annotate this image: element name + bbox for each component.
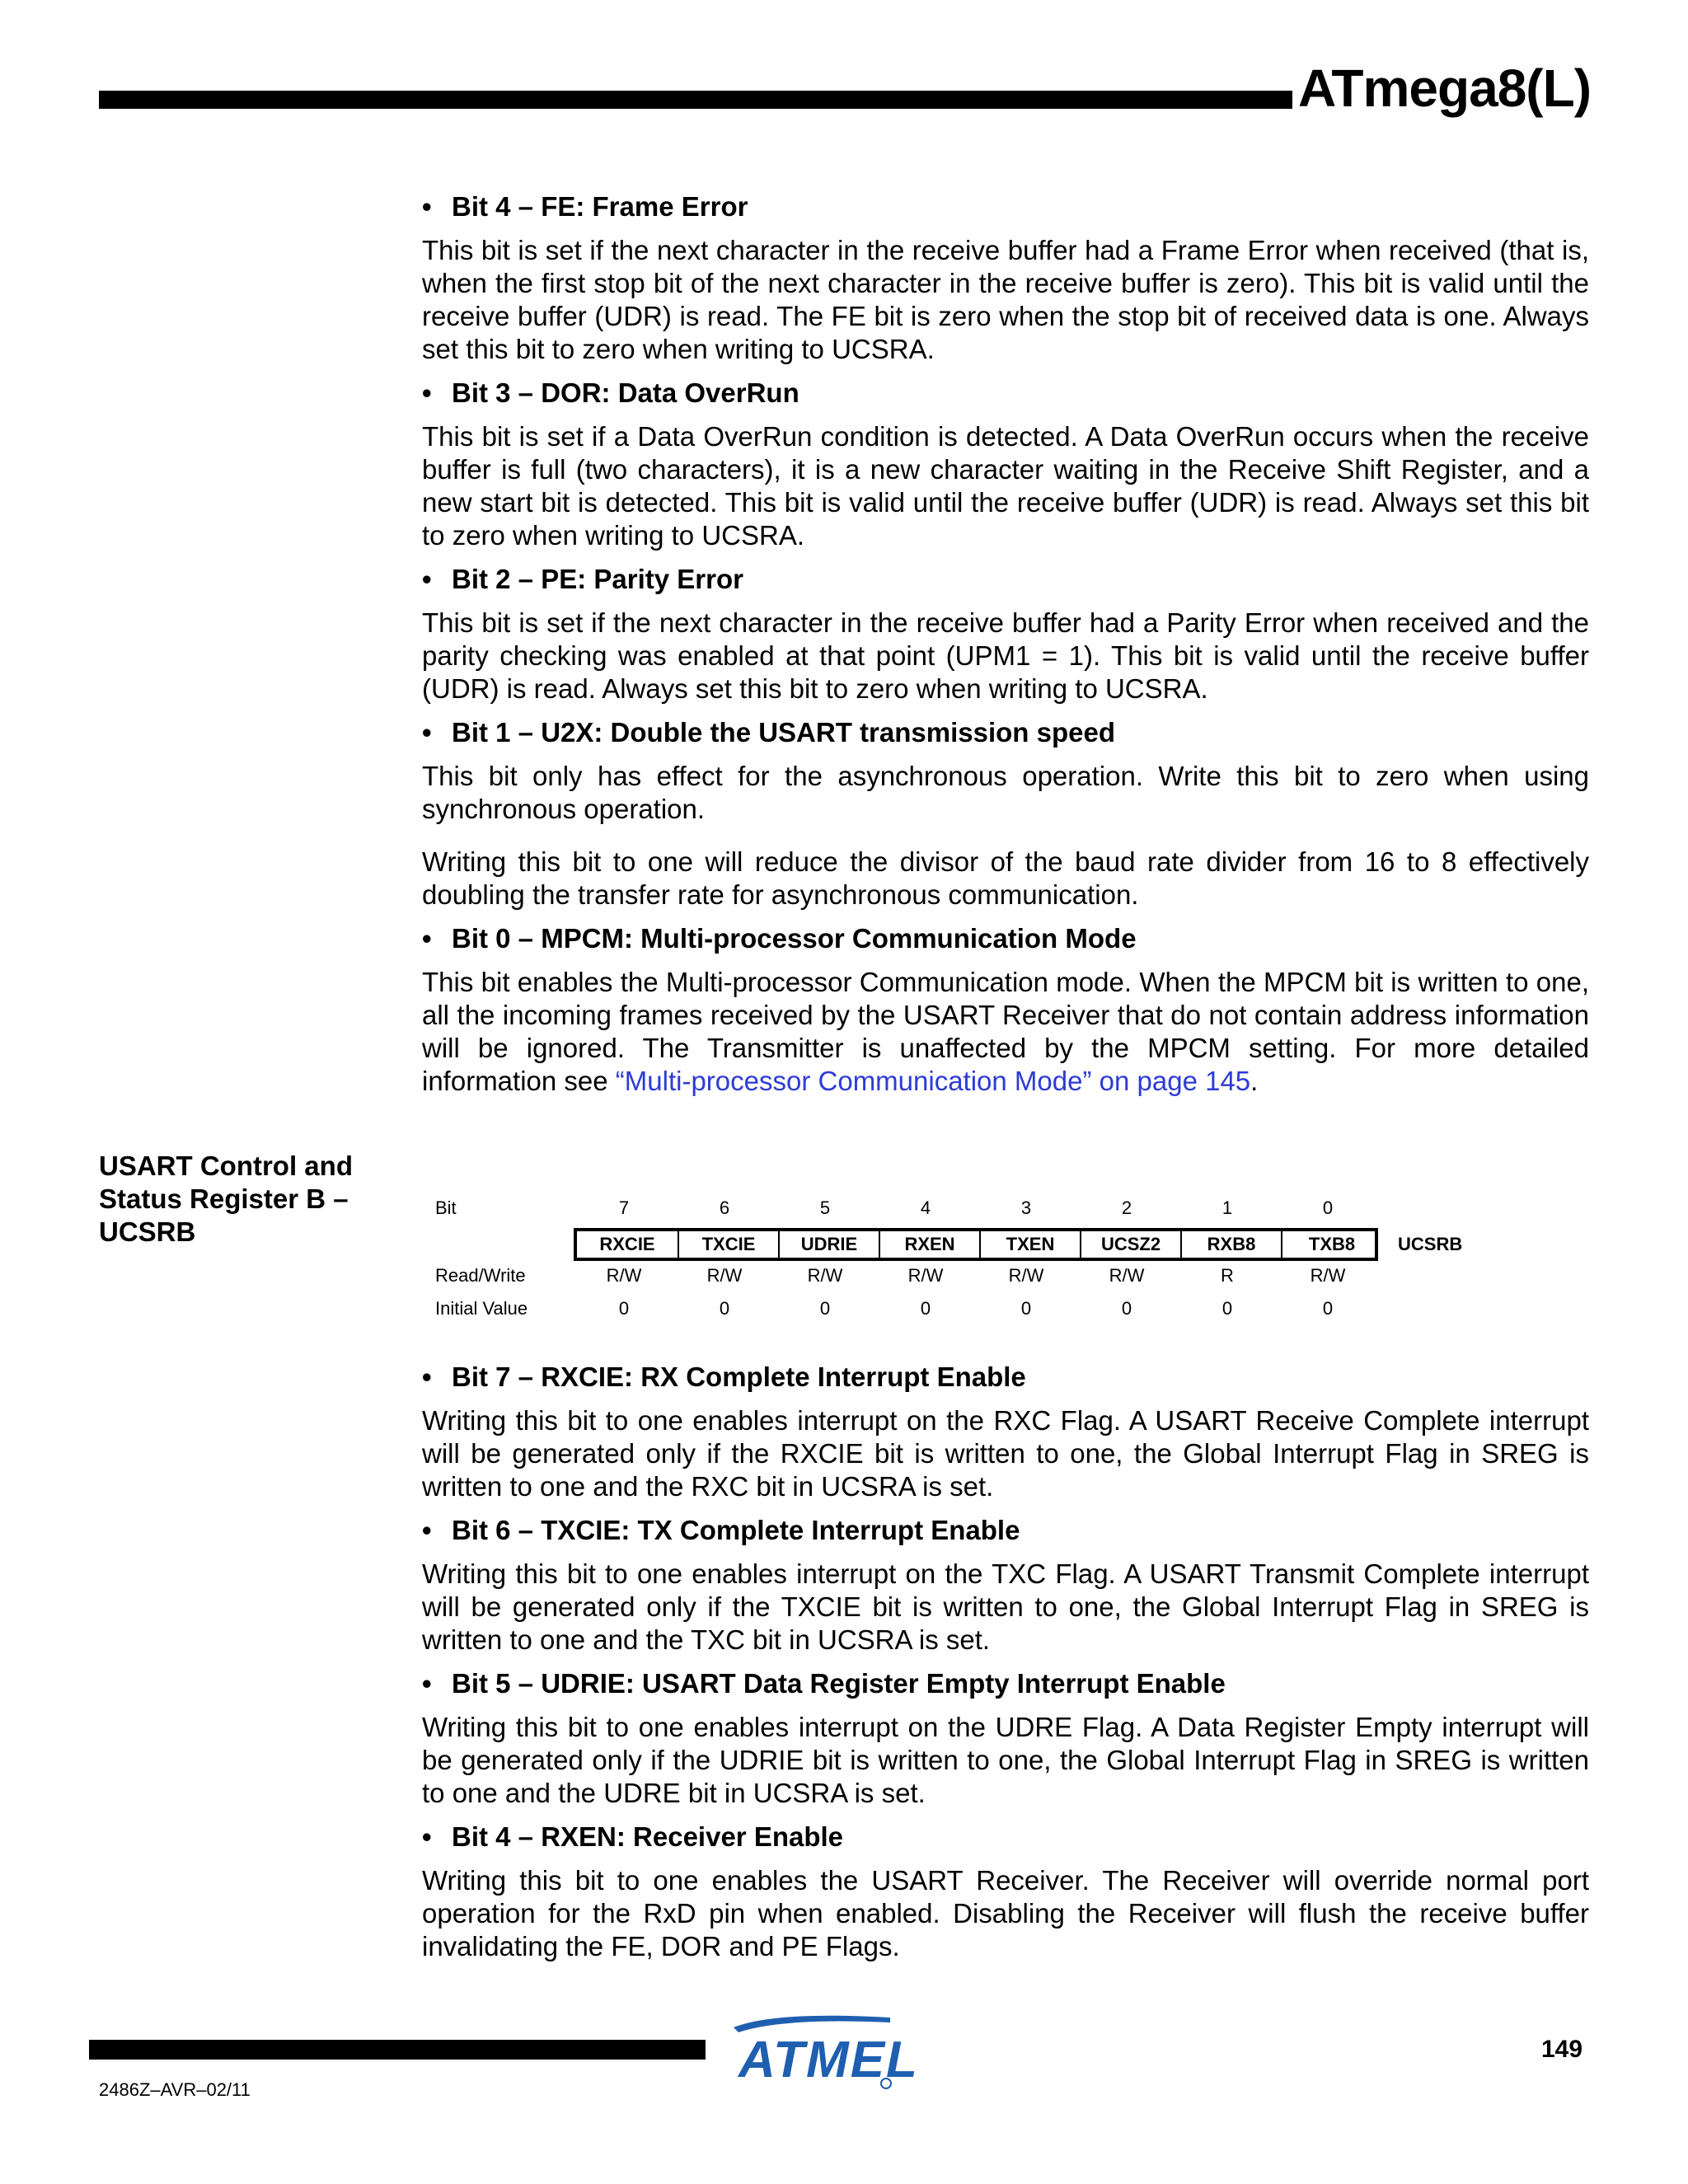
bit-name: TXB8 <box>1281 1231 1381 1258</box>
paragraph: This bit enables the Multi-processor Communication mode. When the MPCM bit is written to one, all the incoming frames received by the USART Receiver that do not contain address information will be ignored. The Transmitter is unaffected by the MPCM setting. For more detailed information see “Multi-processor Communication Mode” on page 145. <box>422 967 1589 1096</box>
section-pe <box>422 560 1589 705</box>
bit-number: 4 <box>920 1197 931 1218</box>
section-mpcm <box>422 920 1589 1098</box>
paragraph: This bit is set if the next character in the receive buffer had a Frame Error when received (that is, when the first stop bit of the next character in the receive buffer is zero). This bit is valid until the receive buffer (UDR) is read. The FE bit is zero when the stop bit of received data is one. Always set this bit to zero when writing to UCSRA. <box>422 235 1589 364</box>
rw-value: R/W <box>1310 1265 1346 1286</box>
main-content-top <box>422 188 1589 1106</box>
init-value: 0 <box>819 1298 831 1319</box>
rw-row <box>435 1261 1490 1291</box>
logo-text: ATMEL <box>738 2032 919 2088</box>
side-heading: USART Control and Status Register B – UCSRB <box>99 1151 353 1247</box>
paragraph: Writing this bit to one enables the USART Receiver. The Receiver will override normal port operation for the RxD pin when enabled. Disabling the Receiver will flush the receive buffer invalidating the FE, DOR and PE Flags. <box>422 1865 1589 1961</box>
bit-number: 7 <box>618 1197 630 1218</box>
section-rxcie <box>422 1358 1589 1503</box>
section-heading: • Bit 4 – RXEN: Receiver Enable <box>422 1821 844 1852</box>
paragraph: This bit is set if a Data OverRun condition is detected. A Data OverRun occurs when the receive buffer is full (two characters), it is a new character waiting in the Receive Shift Register, and a new start bit is detected. This bit is valid until the receive buffer (UDR) is read. Always set this bit to zero when writing to UCSRA. <box>422 421 1589 551</box>
rw-value: R <box>1221 1265 1234 1286</box>
paragraph: Writing this bit to one enables interrupt on the TXC Flag. A USART Transmit Complete interrupt will be generated only if the TXCIE bit is written to one, the Global Interrupt Flag in SREG is written to one and the TXC bit in UCSRA is set. <box>422 1558 1589 1655</box>
register-bitfield <box>574 1228 1378 1261</box>
bit-name: UDRIE <box>778 1231 879 1258</box>
section-udrie <box>422 1665 1589 1810</box>
init-value: 0 <box>719 1298 730 1319</box>
bit-label: Bit <box>435 1197 457 1218</box>
bit-number: 5 <box>819 1197 831 1218</box>
section-heading: • Bit 7 – RXCIE: RX Complete Interrupt Enable <box>422 1361 1026 1392</box>
register-name: UCSRB <box>1398 1234 1463 1254</box>
section-heading: • Bit 1 – U2X: Double the USART transmission speed <box>422 717 1115 748</box>
document-id: 2486Z–AVR–02/11 <box>99 2079 251 2100</box>
section-heading: • Bit 5 – UDRIE: USART Data Register Empty Interrupt Enable <box>422 1668 1226 1699</box>
page-title: ATmega8(L) <box>1297 59 1591 118</box>
header-rule <box>99 91 1292 109</box>
paragraph: Writing this bit to one enables interrupt on the UDRE Flag. A Data Register Empty interrupt will be generated only if the UDRIE bit is written to one, the Global Interrupt Flag in SREG is written to one and the UDRE bit in UCSRA is set. <box>422 1712 1589 1808</box>
bit-name: UCSZ2 <box>1080 1231 1180 1258</box>
paragraph: This bit is set if the next character in the receive buffer had a Parity Error when received and the parity checking was enabled at that point (UPM1 = 1). This bit is valid until the receive buffer (UDR) is read. Always set this bit to zero when writing to UCSRA. <box>422 607 1589 704</box>
rw-value: R/W <box>706 1265 743 1286</box>
footer-rule <box>89 2040 706 2060</box>
paragraph: This bit only has effect for the asynchronous operation. Write this bit to zero when using synchronous operation. <box>422 761 1589 824</box>
bit-name: RXB8 <box>1180 1231 1281 1258</box>
section-fe <box>422 188 1589 366</box>
init-value: 0 <box>618 1298 630 1319</box>
bit-number: 0 <box>1322 1197 1334 1218</box>
init-value: 0 <box>1221 1298 1233 1319</box>
init-value: 0 <box>1322 1298 1334 1319</box>
init-value: 0 <box>1020 1298 1032 1319</box>
init-value: 0 <box>920 1298 931 1319</box>
page-number: 149 <box>1541 2036 1583 2063</box>
rw-value: R/W <box>1008 1265 1044 1286</box>
init-value: 0 <box>1121 1298 1132 1319</box>
bit-name: RXCIE <box>599 1234 655 1254</box>
section-heading: • Bit 3 – DOR: Data OverRun <box>422 377 799 408</box>
section-u2x <box>422 714 1589 912</box>
paragraph: Writing this bit to one will reduce the divisor of the baud rate divider from 16 to 8 effectively doubling the transfer rate for asynchronous communication. <box>422 846 1589 910</box>
bit-name: RXEN <box>879 1231 979 1258</box>
bit-name: TXEN <box>979 1231 1080 1258</box>
bit-name: TXCIE <box>678 1231 778 1258</box>
section-txcie <box>422 1511 1589 1657</box>
rw-value: R/W <box>1109 1265 1145 1286</box>
section-heading: • Bit 2 – PE: Parity Error <box>422 564 743 594</box>
rw-value: R/W <box>606 1265 642 1286</box>
bit-number: 1 <box>1221 1197 1233 1218</box>
rw-value: R/W <box>807 1265 843 1286</box>
rw-value: R/W <box>907 1265 944 1286</box>
section-dor <box>422 374 1589 552</box>
init-row <box>435 1294 1490 1324</box>
section-heading: • Bit 0 – MPCM: Multi-processor Communication Mode <box>422 923 1137 954</box>
bit-number: 2 <box>1121 1197 1132 1218</box>
atmel-logo <box>725 2011 919 2093</box>
bit-number: 3 <box>1020 1197 1032 1218</box>
section-heading: • Bit 4 – FE: Frame Error <box>422 191 748 222</box>
bit-row <box>435 1193 1490 1223</box>
init-label: Initial Value <box>435 1298 528 1319</box>
bit-number: 6 <box>719 1197 730 1218</box>
section-rxen <box>422 1818 1589 1963</box>
paragraph: Writing this bit to one enables interrupt on the RXC Flag. A USART Receive Complete interrupt will be generated only if the RXCIE bit is written to one, the Global Interrupt Flag in SREG is written to one and the RXC bit in UCSRA is set. <box>422 1405 1589 1502</box>
page-link[interactable]: “Multi-processor Communication Mode” on page 145 <box>615 1066 1251 1096</box>
main-content-bottom <box>422 1358 1589 1971</box>
rw-label: Read/Write <box>435 1265 526 1286</box>
section-heading: • Bit 6 – TXCIE: TX Complete Interrupt Enable <box>422 1515 1020 1545</box>
